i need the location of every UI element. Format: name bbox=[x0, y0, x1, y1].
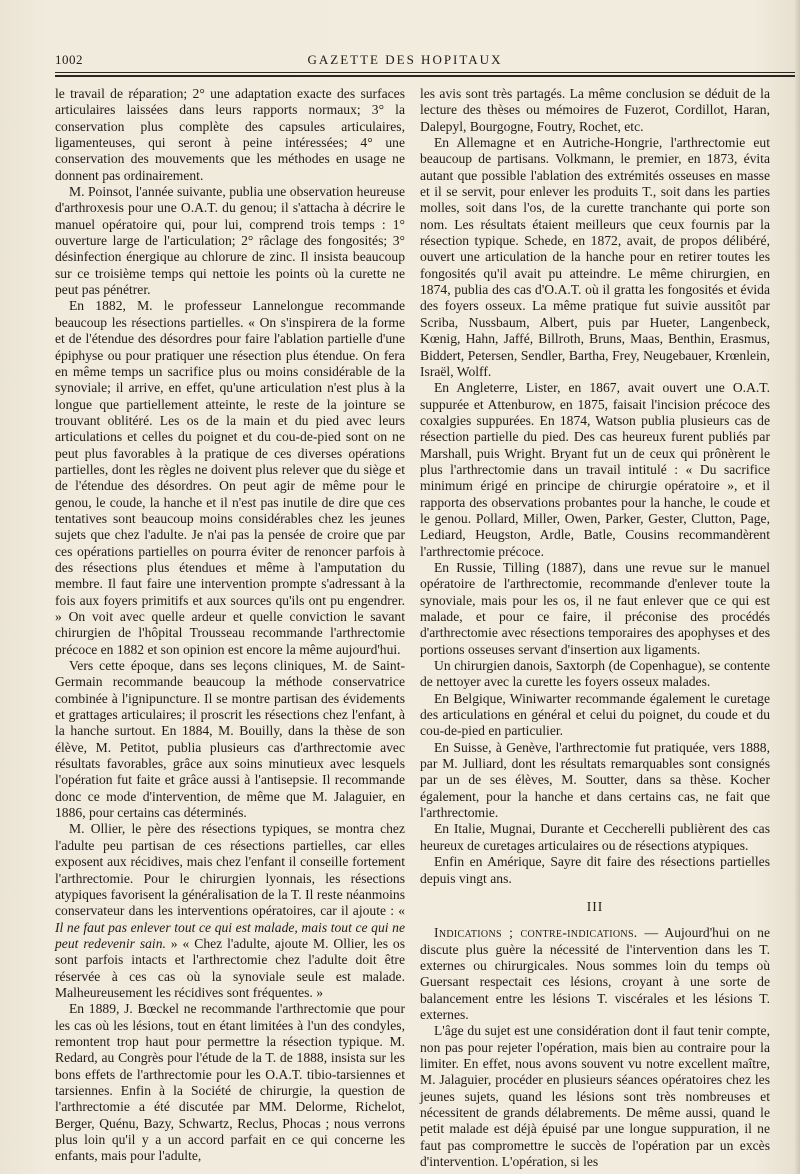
paragraph: L'âge du sujet est une considération dont il faut tenir compte, non pas pour rejeter l'opération, mais bien au contraire pour la limiter. En effet, nous avons souvent vu notre excellent maître, M. Jalaguier, procéder en plusieurs séances opératoires chez les jeunes sujets, quand les lésions sont très nombreuses et nécessitent de grands délabrements. De même aussi, quand le petit malade est déjà épuisé par une longue suppuration, il ne faut pas compromettre le succès de l'opération par un excès d'intervention. L'opération, si les bbox=[420, 1023, 770, 1169]
paragraph: le travail de réparation; 2° une adaptation exacte des surfaces articulaires laissées dans leurs rapports normaux; 3° la conservation plus complète des capsules articulaires, ligamenteuses, qui seront à peine intéressées; 4° une conservation des mouvements que les méthodes en usage ne donnent pas ordinairement. bbox=[55, 86, 405, 183]
page-edge bbox=[794, 0, 800, 1174]
paragraph: Un chirurgien danois, Saxtorph (de Copenhague), se contente de nettoyer avec la curette les foyers osseux malades. bbox=[420, 658, 770, 690]
paragraph bbox=[55, 821, 405, 1001]
paragraph: En Italie, Mugnai, Durante et Ceccherelli publièrent des cas heureux de curetages articulaires ou de résections atypiques. bbox=[420, 821, 770, 853]
subsection-heading: Indications ; contre-indications. bbox=[434, 925, 638, 941]
paragraph-text: M. Ollier, le père des résections typiques, se montra chez l'adulte peu partisan de ces résections partielles, car elles exposent aux récidives, mais chez l'enfant il conseille fortement l'arthrectomie. Pour le chirurgien lyonnais, les résections atypiques favorisent la généralisation de la T. Il reste néanmoins conservateur dans les interventions opératoires, car il ajoute : « bbox=[55, 821, 405, 919]
right-column bbox=[420, 86, 770, 1169]
paragraph bbox=[420, 925, 770, 1023]
paragraph: En Belgique, Winiwarter recommande également le curetage des articulations en général et celui du poignet, du coude et du cou-de-pied en particulier. bbox=[420, 690, 770, 739]
paragraph: En 1889, J. Bœckel ne recommande l'arthrectomie que pour les cas où les lésions, tout en étant limitées à l'un des condyles, remontent trop haut pour permettre la résection typique. M. Redard, au Congrès pour l'étude de la T. de 1888, insista sur les bons effets de l'arthrectomie pour les O.A.T. tibio-tarsiennes et tarsiennes. Enfin à la Société de chirurgie, la question de l'arthrectomie a été discutée par MM. Delorme, Richelot, Berger, Quénu, Bazy, Schwartz, Reclus, Phocas ; nous verrons plus loin qu'il y a un accord parfait en ce qui concerne les enfants, mais pour l'adulte, bbox=[55, 1001, 405, 1164]
running-title: GAZETTE DES HOPITAUX bbox=[307, 52, 503, 67]
section-heading: III bbox=[586, 898, 604, 914]
page-number: 1002 bbox=[55, 52, 83, 67]
paragraph: En Russie, Tilling (1887), dans une revue sur le manuel opératoire de l'arthrectomie, recommande d'enlever toute la synoviale, mais pour les os, il ne faut enlever que ce qui est malade, et pour ce faire, il préconise des procédés d'arthrectomie avec résections temporaires des apophyses et des portions osseuses servant d'insertion aux ligaments. bbox=[420, 559, 770, 657]
header-rule bbox=[55, 72, 795, 73]
page-header bbox=[55, 50, 795, 72]
paragraph: les avis sont très partagés. La même conclusion se déduit de la lecture des thèses ou mémoires de Fuzerot, Cordillot, Haran, Dalepyl, Bourgogne, Foutry, Rochet, etc. bbox=[420, 86, 770, 134]
paragraph: En Suisse, à Genève, l'arthrectomie fut pratiquée, vers 1888, par M. Julliard, dont les résultats remarquables sont consignés par un de ses élèves, M. Soutter, dans sa thèse. Kocher également, pour la hanche et dans certains cas, ne fait que l'arthrectomie. bbox=[420, 739, 770, 821]
left-column bbox=[55, 86, 405, 1164]
paragraph-text: — Aujourd'hui on ne discute plus guère la nécessité de l'intervention dans les T. externes ou chirurgicales. Nous sommes loin du temps où Guersant respectait ces lésions, croyant à une sorte de balancement entre les lésions T. viscérales et les lésions T. externes. bbox=[420, 925, 770, 1022]
paragraph: En 1882, M. le professeur Lannelongue recommande beaucoup les résections partielles. « On s'inspirera de la forme et de l'étendue des désordres pour faire l'ablation partielle d'une épiphyse ou pour pratiquer une résection plus étendue. On fera en même temps un sacrifice plus ou moins considérable de la synoviale; il arrive, en effet, qu'une articulation n'est plus à la longue que partiellement atteinte, le reste de la jointure se trouvant oblitéré. Les os de la main et du pied avec leurs articulations et celles du poignet et du cou-de-pied sont on ne peut plus favorables à la pratique de ces diverses opérations partielles, dont les règles ne doivent plus relever que du siège et de l'étendue des désordres. On peut agir de même pour le genou, le coude, la hanche et il n'est pas inutile de dire que ces tentatives sont beaucoup moins considérables chez les jeunes sujets que chez l'adulte. Je n'ai pas la pensée de croire que par ces opérations partielles on pourra éviter de renoncer parfois à des résections plus étendues et même à l'amputation du membre. Il faut faire une intervention prompte s'adressant à la fois aux foyers primitifs et aux sources qu'ils ont pu engendrer. » On voit avec quelle ardeur et quelle conviction le savant chirurgien de l'hôpital Trousseau recommande l'arthrectomie précoce en 1882 et son opinion est encore la même aujourd'hui. bbox=[55, 298, 405, 657]
paragraph-text: » « Chez l'adulte, ajoute M. Ollier, les os sont parfois intacts et l'arthrectomie chez l'adulte doit être réservée à ces cas où la synoviale seule est malade. Malheureusement les récidives sont fréquentes. » bbox=[55, 935, 405, 1000]
paragraph: En Allemagne et en Autriche-Hongrie, l'arthrectomie eut beaucoup de partisans. Volkmann, le premier, en 1873, évita autant que possible l'ablation des extrémités osseuses en masse et il se servit, pour enlever les produits T., soit dans les parties molles, soit dans l'os, de la curette tranchante qui porte son nom. Les résultats étaient meilleurs que ceux fournis par la résection typique. Schede, en 1872, avait, de propos délibéré, ouvert une articulation de la hanche pour en retirer toutes les fongosités qu'il avait pu atteindre. Le même chirurgien, en 1874, publia des cas d'O.A.T. où il gratta les fongosités et évida des foyers osseux. La même pratique fut suivie aussitôt par Scriba, Nussbaum, Albert, puis par Hueter, Langenbeck, Kœnig, Hahn, Jaffé, Billroth, Bruns, Maas, Benthin, Erasmus, Biddert, Petersen, Sendler, Bartha, Frey, Neugebauer, Krœnlein, Israël, Wolff. bbox=[420, 135, 770, 379]
paragraph: En Angleterre, Lister, en 1867, avait ouvert une O.A.T. suppurée et Attenburow, en 1875, faisait l'incision précoce des coxalgies suppurées. En 1874, Watson publia plusieurs cas de résection partielle du pied. Des cas heureux furent publiés par Marshall, puis Wright. Bryant fut un de ceux qui prônèrent le plus l'arthrectomie dans un travail intitulé : « Du sacrifice minimum érigé en principe de chirurgie opératoire », et il rapporta des observations probantes pour la hanche, le coude et le genou. Pollard, Miller, Owen, Parker, Gester, Clutton, Page, Lediard, Heugston, Ardle, Batle, Cousins recommandèrent l'arthrectomie précoce. bbox=[420, 380, 770, 559]
paragraph: Enfin en Amérique, Sayre dit faire des résections partielles depuis vingt ans. bbox=[420, 854, 770, 886]
header-rule-double bbox=[55, 75, 795, 77]
text-columns bbox=[55, 86, 795, 1169]
paragraph: M. Poinsot, l'année suivante, publia une observation heureuse d'arthroxesis pour une O.A.T. du genou; il s'attacha à décrire le manuel opératoire qui, pour lui, comprend trois temps : 1° ouverture large de l'articulation; 2° râclage des fongosités; 3° désinfection énergique au chlorure de zinc. Il insista beaucoup sur ce troisième temps qui nettoie les points où la curette ne peut pas pénétrer. bbox=[55, 184, 405, 298]
italic-quote: Il ne faut pas enlever tout ce qui est malade, mais tout ce qui ne peut redevenir sain. bbox=[55, 919, 405, 951]
paragraph: Vers cette époque, dans ses leçons cliniques, M. de Saint-Germain recommande beaucoup la méthode conservatrice combinée à l'ignipuncture. Il se montre partisan des évidements et grattages articulaires; il proscrit les résections chez l'enfant, à la hanche surtout. En 1884, M. Bouilly, dans la thèse de son élève, M. Petitot, publia plusieurs cas d'arthrectomie avec résultats favorables, grâce aux soins minutieux avec lesquels l'opération fut faite et grâce aussi à l'antisepsie. Il recommande donc ce mode d'intervention, de même que M. Jalaguier, en 1886, pour certains cas déterminés. bbox=[55, 658, 405, 821]
